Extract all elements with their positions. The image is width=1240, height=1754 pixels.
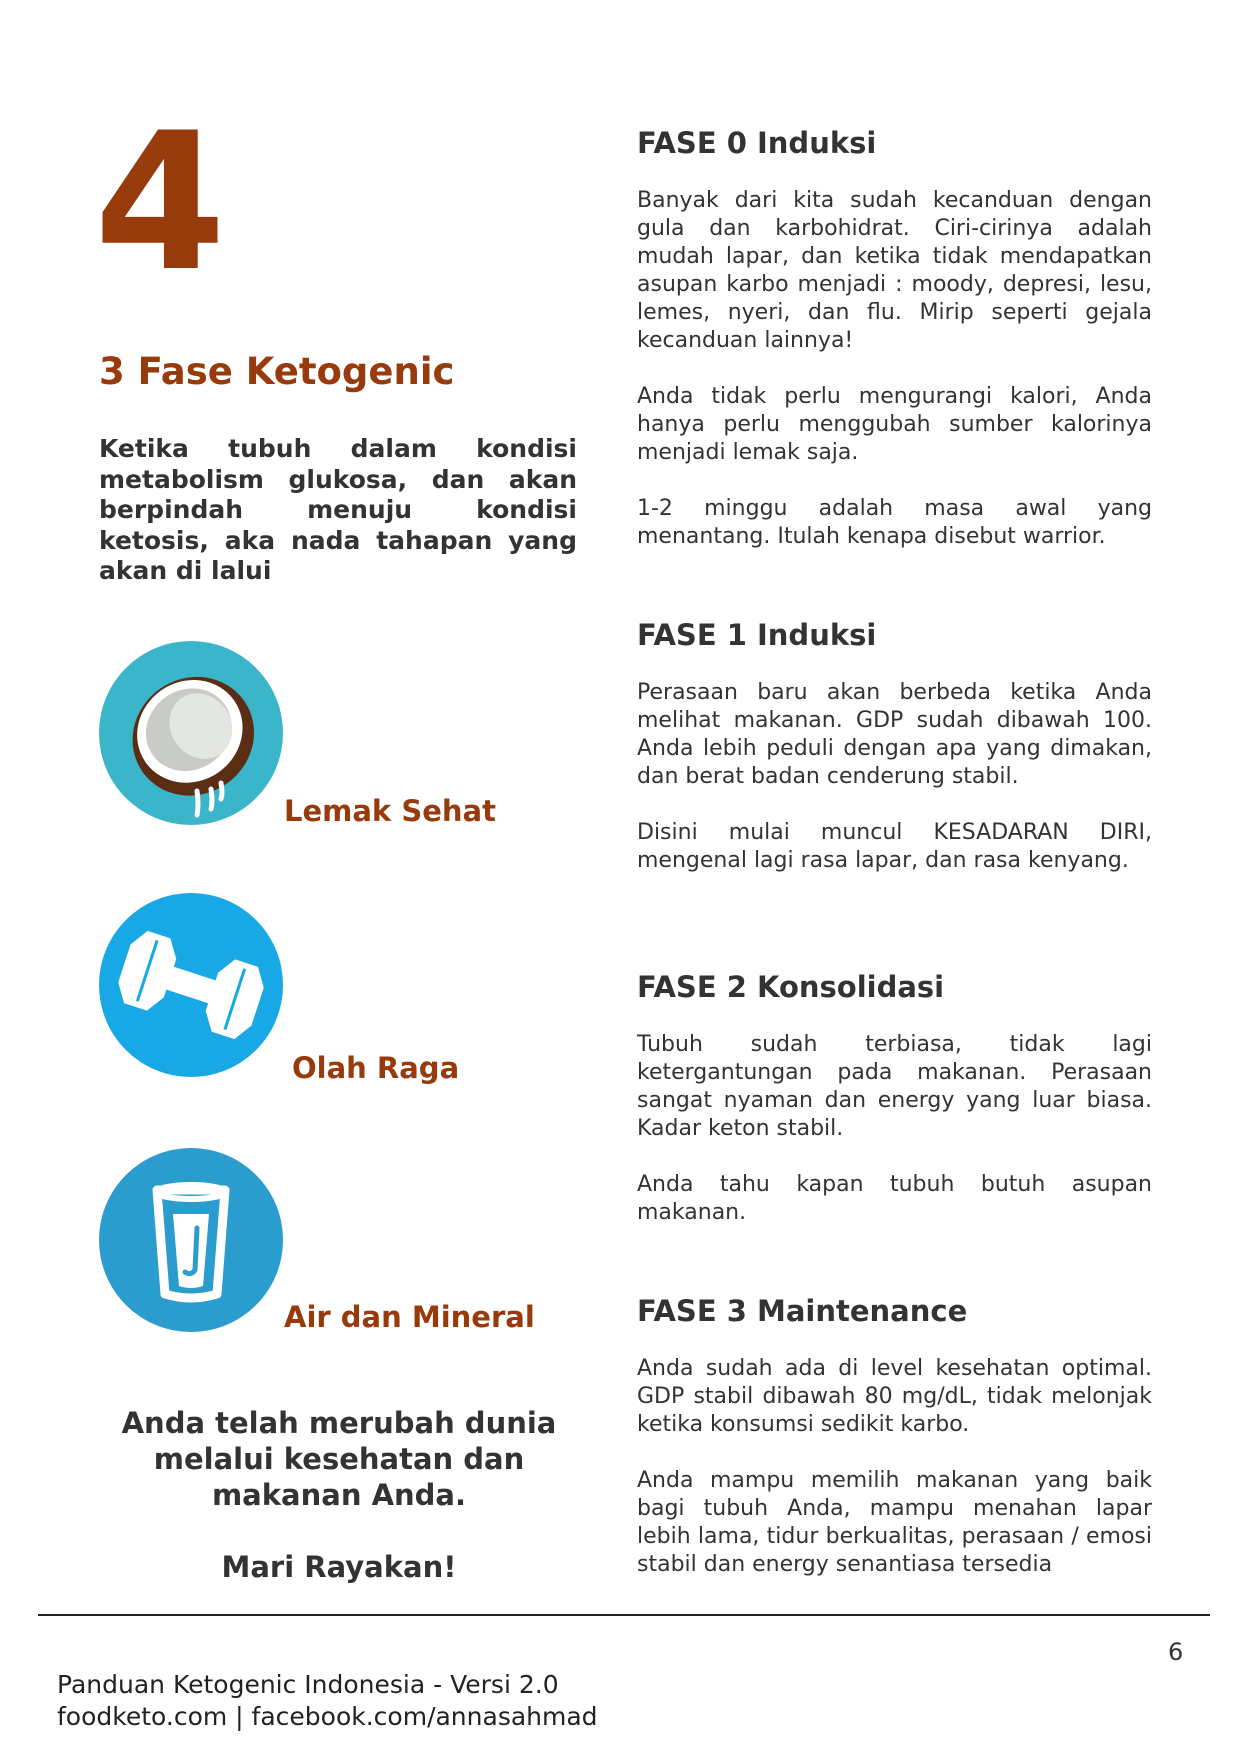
item-label-olah-raga: Olah Raga xyxy=(292,1051,460,1085)
chapter-number: 4 xyxy=(94,92,223,313)
phase-paragraph: Anda mampu memilih makanan yang baik bagi tubuh Anda, mampu menahan lapar lebih lama, tidur berkualitas, perasaan / emosi stabil dan energy senantiasa tersedia xyxy=(637,1467,1152,1577)
phase-0 xyxy=(637,126,1152,579)
phase-paragraph: Disini mulai muncul KESADARAN DIRI, mengenal lagi rasa lapar, dan rasa kenyang. xyxy=(637,819,1152,873)
phase-2 xyxy=(637,970,1152,1255)
dumbbell-icon xyxy=(99,893,283,1077)
closing-cta: Mari Rayakan! xyxy=(221,1550,457,1584)
phase-paragraph: Banyak dari kita sudah kecanduan dengan gula dan karbohidrat. Ciri-cirinya adalah mudah lapar, dan ketika tidak mendapatkan asupan karbo menjadi : moody, depresi, lesu, lemes, nyeri, dan flu. Mirip seperti gejala kecanduan lainnya! xyxy=(637,187,1152,353)
phase-paragraph: Tubuh sudah terbiasa, tidak lagi ketergantungan pada makanan. Perasaan sangat nyaman dan energy yang luar biasa. Kadar keton stabil. xyxy=(637,1031,1152,1141)
item-label-air-dan-mineral: Air dan Mineral xyxy=(284,1300,535,1334)
phase-paragraph: Anda tahu kapan tubuh butuh asupan makanan. xyxy=(637,1171,1152,1225)
phase-3 xyxy=(637,1294,1152,1607)
phase-title: FASE 1 Induksi xyxy=(637,618,877,652)
coconut-icon xyxy=(99,641,283,825)
phase-paragraph: Perasaan baru akan berbeda ketika Anda melihat makanan. GDP sudah dibawah 100. Anda lebih peduli dengan apa yang dimakan, dan berat badan cenderung stabil. xyxy=(637,679,1152,789)
phase-title: FASE 0 Induksi xyxy=(637,126,877,160)
page-number: 6 xyxy=(1168,1638,1184,1666)
closing-message: Anda telah merubah dunia melalui kesehatan dan makanan Anda. xyxy=(121,1406,557,1512)
phase-paragraph: 1-2 minggu adalah masa awal yang menantang. Itulah kenapa disebut warrior. xyxy=(637,495,1152,549)
phase-title: FASE 2 Konsolidasi xyxy=(637,970,945,1004)
footer-links: foodketo.com | facebook.com/annasahmad xyxy=(57,1702,598,1731)
footer-divider xyxy=(38,1614,1210,1616)
phase-paragraph: Anda sudah ada di level kesehatan optimal. GDP stabil dibawah 80 mg/dL, tidak melonjak ketika konsumsi sedikit karbo. xyxy=(637,1355,1152,1437)
phase-paragraph: Anda tidak perlu mengurangi kalori, Anda hanya perlu menggubah sumber kalorinya menjadi lemak saja. xyxy=(637,383,1152,465)
phase-title: FASE 3 Maintenance xyxy=(637,1294,968,1328)
water-glass-icon xyxy=(99,1148,283,1332)
chapter-intro: Ketika tubuh dalam kondisi metabolism glukosa, dan akan berpindah menuju kondisi ketosis, aka nada tahapan yang akan di lalui xyxy=(99,434,577,585)
phase-1 xyxy=(637,618,1152,903)
chapter-title: 3 Fase Ketogenic xyxy=(99,350,455,393)
footer-guide-title: Panduan Ketogenic Indonesia - Versi 2.0 xyxy=(57,1670,559,1699)
item-label-lemak-sehat: Lemak Sehat xyxy=(284,794,496,828)
